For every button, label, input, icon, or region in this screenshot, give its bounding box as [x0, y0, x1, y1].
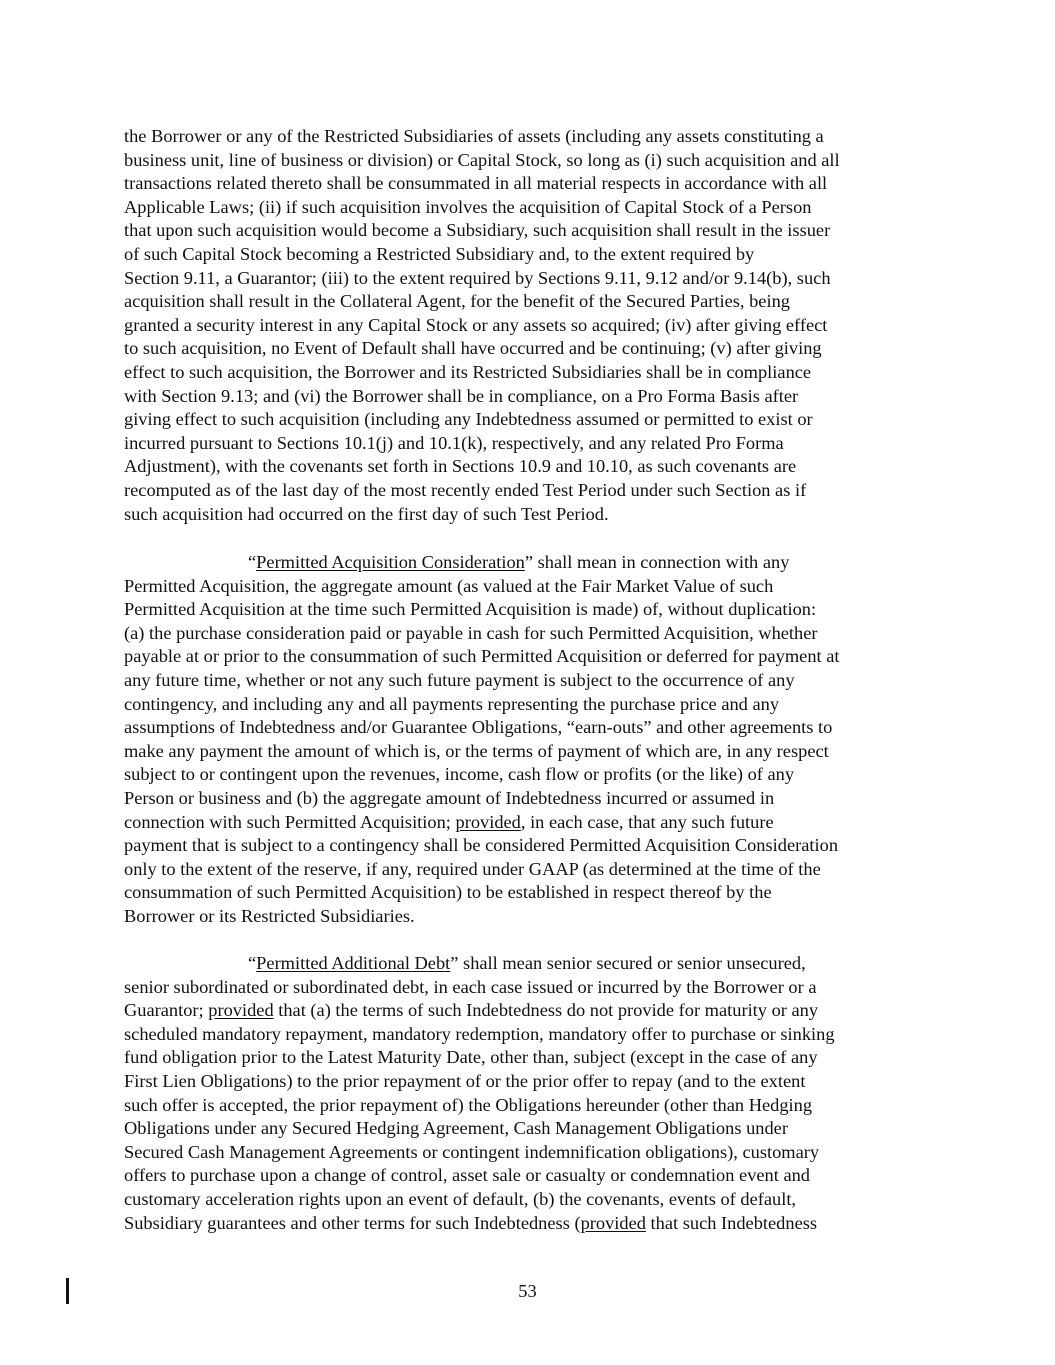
provided-term: provided — [455, 811, 521, 832]
paragraph-text: , in each case, that any such future payment that is subject to a contingency shall be considered Permitted Acquisition Consideration only to the extent of the reserve, if any, required under GAAP (as determined at the time of the consummation of such Permitted Acquisition) to be established in respect thereof by the Borrower or its Restricted Subsidiaries. — [124, 811, 839, 926]
open-quote: “ — [248, 953, 257, 973]
paragraph-permitted-additional-debt — [124, 952, 944, 1235]
defined-term: Permitted Additional Debt — [256, 953, 451, 973]
provided-term: provided — [580, 1212, 646, 1233]
defined-term: Permitted Acquisition Consideration — [256, 552, 525, 572]
provided-term: provided — [208, 1000, 274, 1021]
paragraph-text: that such Indebtedness — [645, 1212, 818, 1233]
page-number: 53 — [518, 1281, 537, 1301]
paragraph-text: ” shall mean senior secured or senior unsecured, senior subordinated or subordinated debt, in each case issued or incurred by the Borrower or a Guarantor; — [124, 953, 817, 1021]
open-quote: “ — [248, 552, 257, 572]
paragraph-text: that (a) the terms of such Indebtedness do not provide for maturity or any scheduled mandatory repayment, mandatory redemption, mandatory offer to purchase or sinking fund obligation prior to the Latest Maturity Date, other than, subject (except in the case of any First Lien Obligations) to the prior repayment of or the prior offer to repay (and to the extent such offer is accepted, the prior repayment of) the Obligations hereunder (other than Hedging Obligations under any Secured Hedging Agreement, Cash Management Obligations under Secured Cash Management Agreements or contingent indemnification obligations), customary offers to purchase upon a change of control, asset sale or casualty or condemnation event and customary acceleration rights upon an event of default, (b) the covenants, events of default, Subsidiary guarantees and other terms for such Indebtedness ( — [124, 1000, 835, 1233]
paragraph-permitted-acquisition-continued — [124, 125, 944, 526]
paragraph-text: the Borrower or any of the Restricted Subsidiaries of assets (including any assets constituting a business unit, line of business or division) or Capital Stock, so long as (i) such acquisition and all transactions related thereto shall be consummated in all material respects in accordance with all Applicable Laws; (ii) if such acquisition involves the acquisition of Capital Stock of a Person that upon such acquisition would become a Subsidiary, such acquisition shall result in the issuer of such Capital Stock becoming a Restricted Subsidiary and, to the extent required by Section 9.11, a Guarantor; (iii) to the extent required by Sections 9.11, 9.12 and/or 9.14(b), such acquisition shall result in the Collateral Agent, for the benefit of the Secured Parties, being granted a security interest in any Capital Stock or any assets so acquired; (iv) after giving effect to such acquisition, no Event of Default shall have occurred and be continuing; (v) after giving effect to such acquisition, the Borrower and its Restricted Subsidiaries shall be in compliance with Section 9.13; and (vi) the Borrower shall be in compliance, on a Pro Forma Basis after giving effect to such acquisition (including any Indebtedness assumed or permitted to exist or incurred pursuant to Sections 10.1(j) and 10.1(k), respectively, and any related Pro Forma Adjustment), with the covenants set forth in Sections 10.9 and 10.10, as such covenants are recomputed as of the last day of the most recently ended Test Period under such Section as if such acquisition had occurred on the first day of such Test Period. — [124, 126, 840, 524]
paragraph-permitted-acquisition-consideration — [124, 551, 944, 929]
paragraph-text: ” shall mean in connection with any Permitted Acquisition, the aggregate amount (as valued at the Fair Market Value of such Permitted Acquisition at the time such Permitted Acquisition is made) of, without duplication: (a) the purchase consideration paid or payable in cash for such Permitted Acquisition, whether payable at or prior to the consummation of such Permitted Acquisition or deferred for payment at any future time, whether or not any such future payment is subject to the occurrence of any contingency, and including any and all payments representing the purchase price and any assumptions of Indebtedness and/or Guarantee Obligations, “earn-outs” and other agreements to make any payment the amount of which is, or the terms of payment of which are, in any respect subject to or contingent upon the revenues, income, cash flow or profits (or the like) of any Person or business and (b) the aggregate amount of Indebtedness incurred or assumed in connection with such Permitted Acquisition; — [124, 552, 840, 832]
